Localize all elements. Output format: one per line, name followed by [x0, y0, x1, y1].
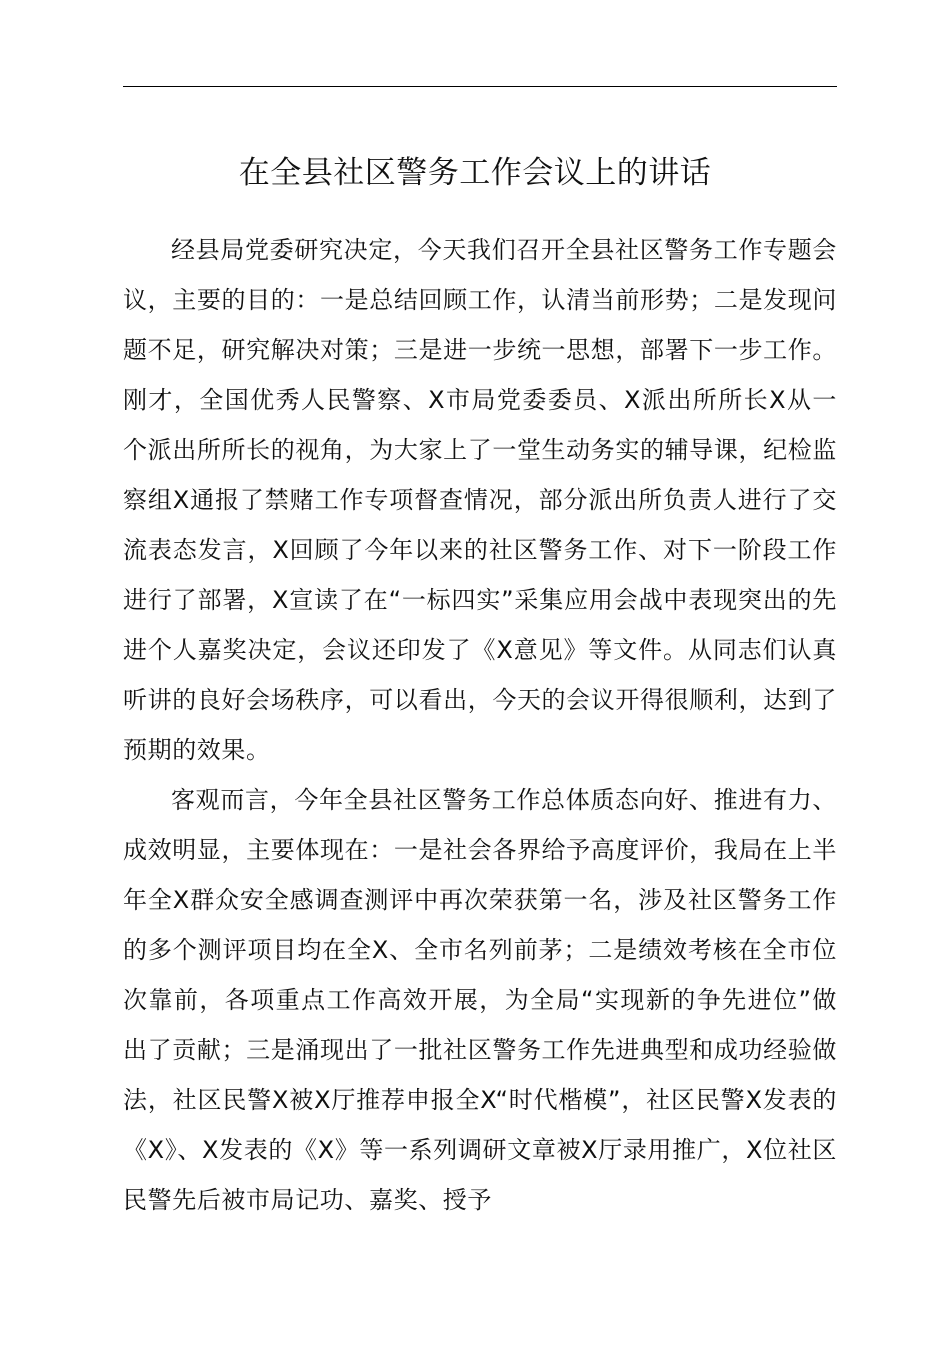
document-title: 在全县社区警务工作会议上的讲话 — [238, 155, 712, 191]
paragraph: 客观而言，今年全县社区警务工作总体质态向好、推进有力、成效明显，主要体现在：一是社会各界给予高度评价，我局在上半年全X群众安全感调查测评中再次荣获第一名，涉及社区警务工作的多个测评项目均在全X、全市名列前茅；二是绩效考核在全市位次靠前，各项重点工作高效开展，为全局“实现新的争先进位”做出了贡献；三是涌现出了一批社区警务工作先进典型和成功经验做法，社区民警X被X厅推荐申报全X“时代楷模”，社区民警X发表的《X》、X发表的《X》等一系列调研文章被X厅录用推广，X位社区民警先后被市局记功、嘉奖、授予 — [123, 786, 837, 1214]
paragraph: 经县局党委研究决定，今天我们召开全县社区警务工作专题会议，主要的目的：一是总结回顾工作，认清当前形势；二是发现问题不足，研究解决对策；三是进一步统一思想，部署下一步工作。刚才，全国优秀人民警察、X市局党委委员、X派出所所长X从一个派出所所长的视角，为大家上了一堂生动务实的辅导课，纪检监察组X通报了禁赌工作专项督查情况，部分派出所负责人进行了交流表态发言，X回顾了今年以来的社区警务工作、对下一阶段工作进行了部署，X宣读了在“一标四实”采集应用会战中表现突出的先进个人嘉奖决定，会议还印发了《X意见》等文件。从同志们认真听讲的良好会场秩序，可以看出，今天的会议开得很顺利，达到了预期的效果。 — [123, 236, 837, 764]
document-body — [123, 225, 837, 1225]
header-rule — [123, 86, 837, 87]
